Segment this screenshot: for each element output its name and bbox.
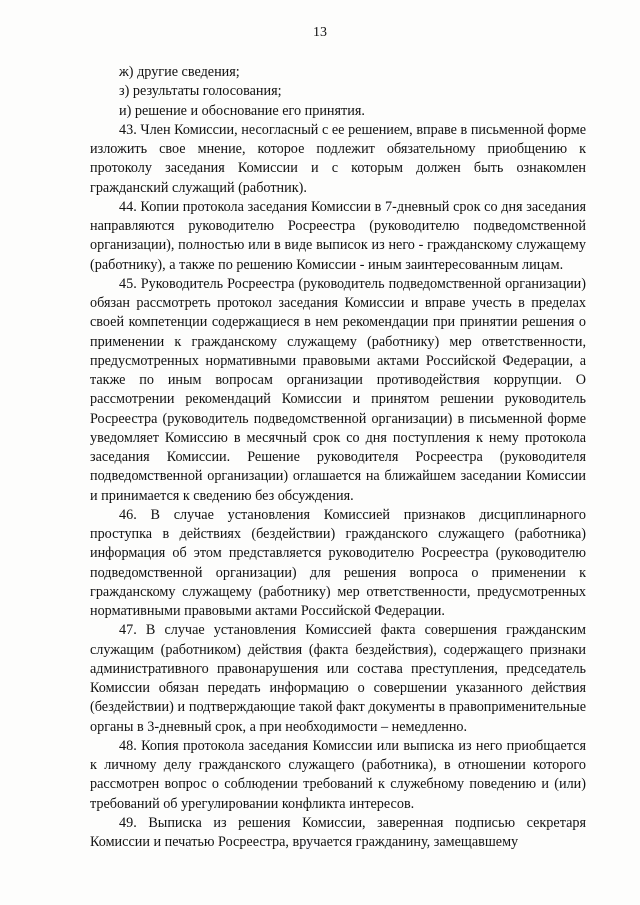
page-number: 13 [313, 25, 327, 40]
clause-44: 44. Копии протокола заседания Комиссии в 7-дневный срок со дня заседания направляются руководителю Росреестра (руководителю подведомственной организации), полностью или в виде выписок из него - гражданскому служащему (работнику), а также по решению Комиссии - иным заинтересованным лицам. [90, 198, 586, 273]
clause-46: 46. В случае установления Комиссией признаков дисциплинарного проступка в действиях (бездействии) гражданского служащего (работника) информация об этом представляется руководителю Росреестра (руководителю подведомственной организации) для решения вопроса о применении к гражданскому служащему (работнику) мер ответственности, предусмотренных нормативными правовыми актами Российской Федерации. [90, 506, 586, 619]
clause-45: 45. Руководитель Росреестра (руководитель подведомственной организации) обязан рассмотреть протокол заседания Комиссии и вправе учесть в пределах своей компетенции содержащиеся в нем рекомендации при принятии решения о применении к гражданскому служащему (работнику) мер ответственности, предусмотренных нормативными правовыми актами Российской Федерации, а также по иным вопросам организации противодействия коррупции. О рассмотрении рекомендаций Комиссии и принятом решении руководитель Росреестра (руководитель подведомственной организации) в письменной форме уведомляет Комиссию в месячный срок со дня поступления к нему протокола заседания Комиссии. Решение руководителя Росреестра (руководителя подведомственной организации) оглашается на ближайшем заседании Комиссии и принимается к сведению без обсуждения. [90, 275, 586, 504]
clause-48: 48. Копия протокола заседания Комиссии или выписка из него приобщается к личному делу гражданского служащего (работника), в отношении которого рассмотрен вопрос о соблюдении требований к служебному поведению и (или) требований об урегулировании конфликта интересов. [90, 737, 586, 812]
document-body [90, 63, 586, 852]
clause-49: 49. Выписка из решения Комиссии, заверенная подписью секретаря Комиссии и печатью Росреестра, вручается гражданину, замещавшему [90, 814, 586, 850]
list-item-zh: ж) другие сведения; [119, 64, 240, 80]
clause-47: 47. В случае установления Комиссией факта совершения гражданским служащим (работником) действия (факта бездействия), содержащего признаки административного правонарушения или состава преступления, председатель Комиссии обязан передать информацию о совершении указанного действия (бездействии) и подтверждающие такой факт документы в правоприменительные органы в 3-дневный срок, а при необходимости – немедленно. [90, 622, 586, 735]
list-item-z: з) результаты голосования; [119, 83, 282, 100]
list-item-i: и) решение и обоснование его принятия. [119, 102, 365, 119]
clause-43: 43. Член Комиссии, несогласный с ее решением, вправе в письменной форме изложить свое мнение, которое подлежит обязательному приобщению к протоколу заседания Комиссии и с которым должен быть ознакомлен гражданский служащий (работник). [90, 121, 586, 196]
